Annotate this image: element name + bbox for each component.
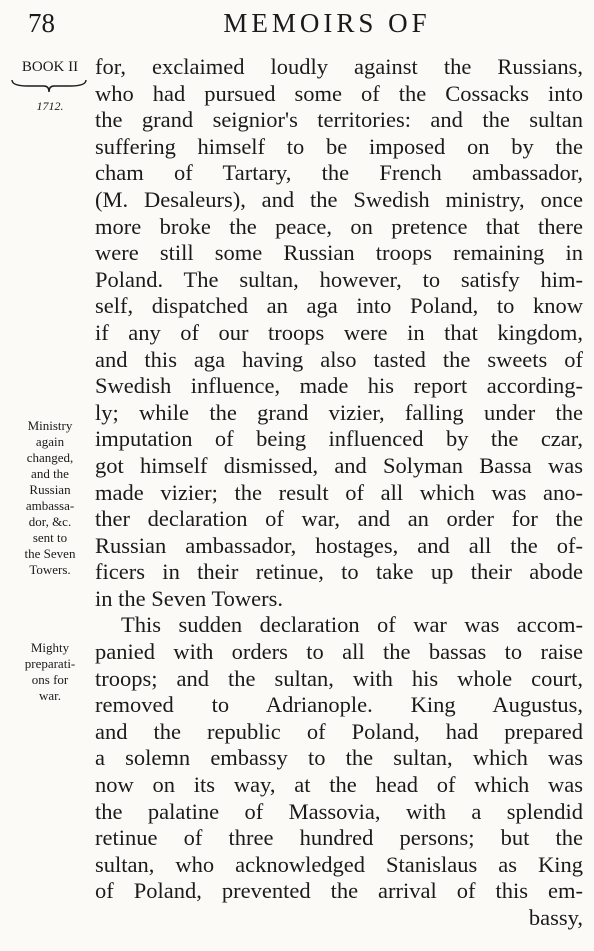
text-line: if any of our troops were in that kingdom, [95,319,583,345]
text-line: Russian ambassador, hostages, and all the of- [95,532,583,558]
text-line: troops; and the sultan, with his whole court, [95,665,583,691]
text-line: ther declaration of war, and an order for the [95,506,583,532]
margin-note-line: ambassa- [25,498,75,513]
text-line: the palatine of Massovia, with a splendid [95,798,583,824]
margin-note-line: changed, [26,450,74,465]
text-line: more broke the peace, on pretence that there [95,213,583,239]
text-line: made vizier; the result of all which was ano- [95,479,583,505]
text-line: of Poland, prevented the arrival of this em- [95,878,583,904]
text-line: removed to Adrianople. King Augustus, [95,692,583,718]
text-line: imputation of being influenced by the czar, [95,426,583,452]
page-number: 78 [28,8,55,38]
margin-note-preparations [6,640,94,704]
text-line: retinue of three hundred persons; but the [95,825,583,851]
margin-year: 1712. [36,99,64,113]
margin-note-line: Mighty [30,640,70,655]
body-text [95,54,583,932]
text-line: (M. Desaleurs), and the Swedish ministry, once [95,186,583,212]
text-line: ly; while the grand vizier, falling under the [95,399,583,425]
text-line: in the Seven Towers. [95,585,283,611]
margin-note-line: preparati- [24,656,76,671]
margin-note-line: war. [38,688,62,703]
text-line: This sudden declaration of war was accom- [121,612,583,638]
text-line: panied with orders to all the bassas to raise [95,639,583,665]
text-line: a solemn embassy to the sultan, which was [95,745,583,771]
margin-note-line: Ministry [27,418,73,433]
margin-note-line: the Seven [24,546,76,561]
text-line: suffering himself to be imposed on by the [95,133,583,159]
margin-note-line: Russian [29,482,71,497]
brace-mark [10,78,88,94]
margin-book-label: BOOK II [21,59,79,75]
margin-note-line: again [35,434,65,449]
text-line: and the republic of Poland, had prepared [95,718,583,744]
text-line: cham of Tartary, the French ambassador, [95,160,583,186]
text-line: who had pursued some of the Cossacks into [95,80,583,106]
text-line: Swedish influence, made his report according- [95,373,583,399]
running-head: MEMOIRS OF [223,8,431,38]
text-line: self, dispatched an aga into Poland, to know [95,293,583,319]
margin-note-line: Towers. [29,562,71,577]
text-line: were still some Russian troops remaining in [95,240,583,266]
margin-note-line: sent to [32,530,68,545]
text-line: now on its way, at the head of which was [95,772,583,798]
text-line: ficers in their retinue, to take up their abode [95,559,583,585]
margin-note-line: dor, &c. [28,514,72,529]
margin-note-line: and the [31,466,69,481]
text-line: Poland. The sultan, however, to satisfy him- [95,266,583,292]
text-line: bassy, [528,905,583,930]
margin-note-ministry [6,418,94,578]
text-line: for, exclaimed loudly against the Russians, [95,54,583,79]
text-line: the grand seignior's territories: and the sultan [95,107,583,133]
text-line: and this aga having also tasted the sweets of [95,346,583,372]
margin-note-line: ons for [31,672,69,687]
text-line: got himself dismissed, and Solyman Bassa was [95,452,583,478]
text-line: sultan, who acknowledged Stanislaus as King [95,851,583,877]
